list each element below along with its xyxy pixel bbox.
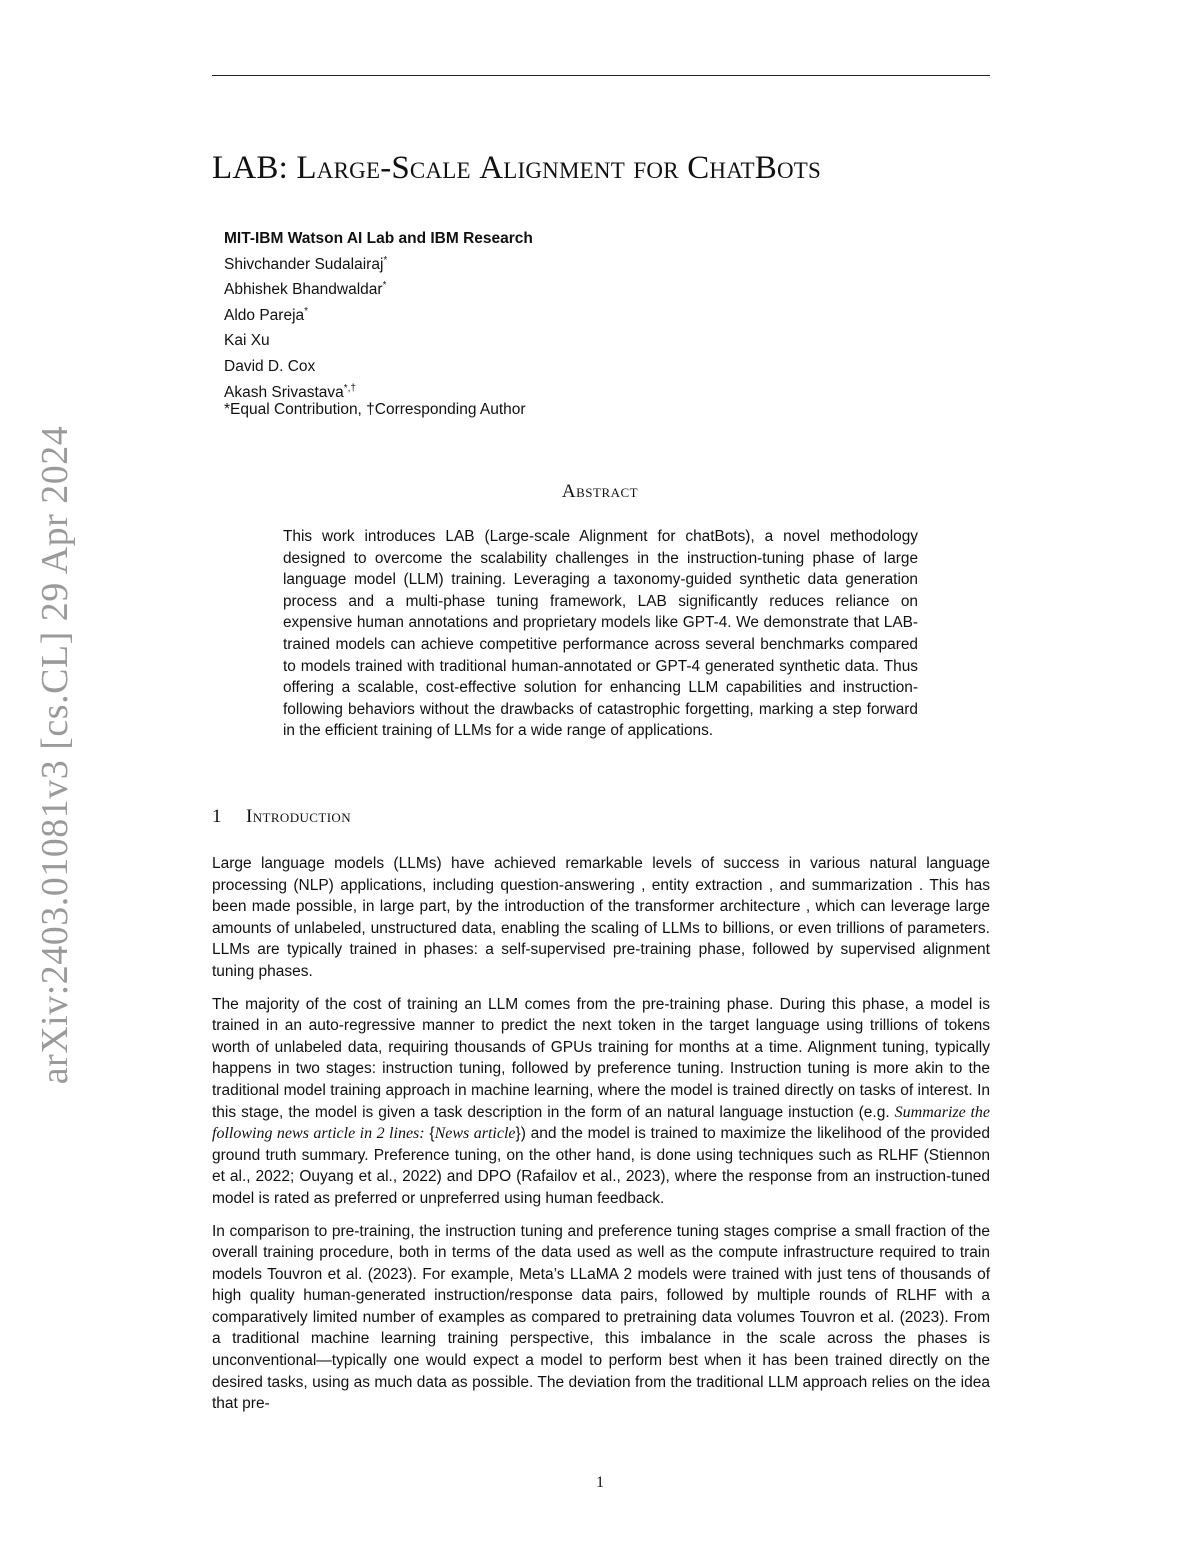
section-title: Introduction: [246, 806, 352, 827]
author-name: Aldo Pareja*: [224, 305, 309, 324]
author-mark: *: [304, 305, 309, 317]
contribution-note: *Equal Contribution, †Corresponding Author: [224, 401, 526, 418]
author-name: Abhishek Bhandwaldar*: [224, 280, 387, 299]
section-number: 1: [212, 806, 222, 827]
title-for: for: [633, 150, 679, 186]
author-name: Akash Srivastava*,†: [224, 382, 356, 401]
affiliation: MIT-IBM Watson AI Lab and IBM Research: [224, 230, 533, 247]
abstract-heading: Abstract: [561, 481, 639, 502]
title-lab: LAB:: [212, 150, 288, 186]
paragraph: In comparison to pre-training, the instruction tuning and preference tuning stages comprise a small fraction of the overall training procedure, both in terms of the data used as well as the compute infrastructure required to train models Touvron et al. (2023). For example, Meta’s LLaMA 2 models were trained with just tens of thousands of high quality human-generated instruction/response data pairs, followed by multiple rounds of RLHF with a comparatively limited number of examples as compared to pretraining data volumes Touvron et al. (2023). From a traditional machine learning training perspective, this imbalance in the scale across the phases is unconventional—typically one would expect a model to perform best when it has been trained directly on the desired tasks, using as much data as possible. The deviation from the traditional LLM approach relies on the idea that pre-: [212, 1222, 990, 1413]
top-rule: [212, 75, 990, 76]
section-body: [212, 853, 990, 1426]
author-mark: *: [383, 254, 388, 266]
section-heading: [212, 806, 351, 828]
author-mark: *,†: [343, 382, 356, 394]
author-name: Kai Xu: [224, 332, 270, 350]
page-number: 1: [596, 1474, 604, 1491]
author-name: David D. Cox: [224, 358, 316, 376]
paragraph: Large language models (LLMs) have achieved remarkable levels of success in various natural language processing (NLP) applications, including question-answering , entity extraction , and summarization . This has been made possible, in large part, by the introduction of the transformer architecture , which can leverage large amounts of unlabeled, unstructured data, enabling the scaling of LLMs to billions, or even trillions of parameters. LLMs are typically trained in phases: a self-supervised pre-training phase, followed by supervised alignment tuning phases.: [212, 855, 990, 980]
abstract-text: This work introduces LAB (Large-scale Alignment for chatBots), a novel methodology designed to overcome the scalability challenges in the instruction-tuning phase of large language model (LLM) training. Leveraging a taxonomy-guided synthetic data generation process and a multi-phase tuning framework, LAB significantly reduces reliance on expensive human annotations and proprietary models like GPT-4. We demonstrate that LAB-trained models can achieve competitive performance across several benchmarks compared to models trained with traditional human-annotated or GPT-4 generated synthetic data. Thus offering a scalable, cost-effective solution for enhancing LLM capabilities and instruction-following behaviors without the drawbacks of catastrophic forgetting, marking a step forward in the efficient training of LLMs for a wide range of applications.: [283, 528, 918, 740]
author-mark: *: [382, 280, 387, 292]
paragraph: The majority of the cost of training an LLM comes from the pre-training phase. During this phase, a model is trained in an auto-regressive manner to predict the next token in the target language using trillions of tokens worth of unlabeled data, requiring thousands of GPUs training for months at a time. Alignment tuning, typically happens in two stages: instruction tuning, followed by preference tuning. Instruction tuning is more akin to the traditional model training approach in machine learning, where the model is trained directly on tasks of interest. In this stage, the model is given a task description in the form of an natural language instuction (e.g. Summarize the following news article in 2 lines: {News article}) and the model is trained to maximize the likelihood of the provided ground truth summary. Preference tuning, on the other hand, is done using techniques such as RLHF (Stiennon et al., 2022; Ouyang et al., 2022) and DPO (Rafailov et al., 2023), where the response from an instruction-tuned model is rated as preferred or unpreferred using human feedback.: [212, 995, 990, 1207]
title-large-scale: Large-Scale: [296, 150, 471, 186]
paper-title: [212, 150, 992, 187]
author-name: Shivchander Sudalairaj*: [224, 254, 388, 273]
title-alignment: Alignment: [479, 150, 625, 186]
author-block: [224, 228, 533, 403]
arxiv-id-text: arXiv:2403.01081v3 [cs.CL] 29 Apr 2024: [34, 425, 76, 1085]
example-instruction: Summarize the following news article in 2 lines:: [212, 1103, 990, 1143]
example-placeholder: News article: [434, 1125, 516, 1143]
title-chatbots: ChatBots: [687, 150, 822, 186]
